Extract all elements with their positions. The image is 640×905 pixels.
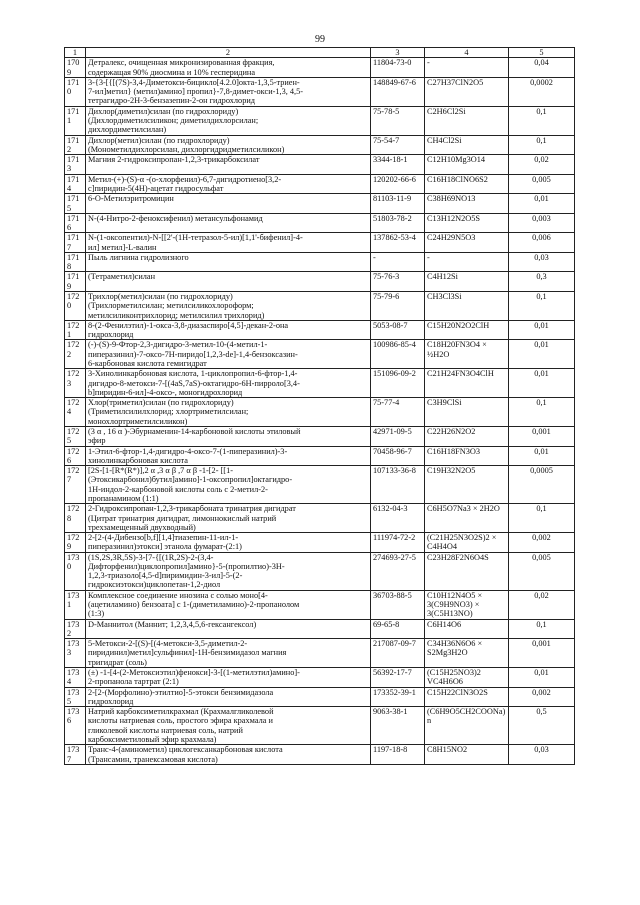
substance-name-line: (Монометилдихлорсилан, дихлоргидридметилсиликон) bbox=[88, 144, 285, 154]
table-row bbox=[65, 106, 575, 135]
substance-name-line: Транс-4-(аминометил) циклогексанкарбоновая кислота bbox=[88, 745, 283, 755]
substance-name-line: дихлордиметилсилан) bbox=[88, 125, 167, 135]
substance-name-line: трехзамещенный двухводный) bbox=[88, 522, 196, 532]
cas-number: 69-65-8 bbox=[371, 619, 425, 639]
row-number: 1733 bbox=[65, 639, 86, 668]
limit-value: 0,03 bbox=[509, 252, 575, 272]
substance-name-line: эфир bbox=[88, 436, 106, 446]
table-row bbox=[65, 552, 575, 590]
substance-name-line: [2S-[1-[R*(R*)],2 α ,3 α β ,7 α β -1-[2- [[1- bbox=[88, 466, 233, 476]
substance-name-line: 6-карбоновая кислота гемигидрат bbox=[88, 359, 207, 368]
substance-name-line: N-(4-Нитро-2-феноксифенил) метансульфонамид bbox=[88, 213, 263, 223]
limit-value: 0,006 bbox=[509, 233, 575, 253]
substance-name bbox=[86, 426, 371, 446]
limit-value: 0,01 bbox=[509, 340, 575, 369]
limit-value: 0,03 bbox=[509, 745, 575, 765]
substance-name-line: тетрагидро-2Н-3-бензазепин-2-он гидрохлорид bbox=[88, 96, 256, 106]
cas-number: 111974-72-2 bbox=[371, 533, 425, 553]
row-number: 1728 bbox=[65, 504, 86, 533]
substance-name-line: пропанамином (1:1) bbox=[88, 493, 159, 503]
header-col-3: 3 bbox=[371, 48, 425, 58]
chemical-formula: C27H37ClN2O5 bbox=[425, 77, 509, 106]
limit-value: 0,01 bbox=[509, 320, 575, 340]
substance-name-line: Комплексное соединение инозина с солью моно[4- bbox=[88, 590, 268, 600]
substance-name-line: (Трихлорметилсилан; метилсиликохлороформ; bbox=[88, 301, 254, 311]
limit-value: 0,1 bbox=[509, 398, 575, 427]
header-col-1: 1 bbox=[65, 48, 86, 58]
cas-number: 81103-11-9 bbox=[371, 194, 425, 214]
table-row bbox=[65, 466, 575, 504]
limit-value: 0,001 bbox=[509, 426, 575, 446]
cas-number: 75-77-4 bbox=[371, 398, 425, 427]
table-row bbox=[65, 590, 575, 619]
row-number: 1734 bbox=[65, 668, 86, 688]
limit-value: 0,04 bbox=[509, 58, 575, 78]
chemical-formula: C3H9ClSi bbox=[425, 398, 509, 427]
substance-name-line: с]пиридин-5(4Н)-ацетат гидросульфат bbox=[88, 183, 224, 193]
substance-name bbox=[86, 135, 371, 155]
cas-number: 1197-18-8 bbox=[371, 745, 425, 765]
row-number: 1711 bbox=[65, 106, 86, 135]
row-number: 1737 bbox=[65, 745, 86, 765]
limit-value: 0,1 bbox=[509, 135, 575, 155]
row-number: 1715 bbox=[65, 194, 86, 214]
substance-name-line: содержащая 90% диосмина и 10% гесперидина bbox=[88, 67, 256, 77]
chemical-formula: (C21H25N3O2S)2 × C4H4O4 bbox=[425, 533, 509, 553]
cas-number: 75-54-7 bbox=[371, 135, 425, 155]
cas-number: 148849-67-6 bbox=[371, 77, 425, 106]
limit-value: 0,003 bbox=[509, 213, 575, 233]
substance-name-line: гидрохлорид bbox=[88, 696, 134, 706]
substance-name-line: карбоксиметиловый эфир крахмала) bbox=[88, 734, 217, 744]
table-row bbox=[65, 135, 575, 155]
table-row bbox=[65, 619, 575, 639]
substance-name-line: Магния 2-гидроксипропан-1,2,3-трикарбоксилат bbox=[88, 155, 260, 165]
chemical-formula: C2H6Cl2Si bbox=[425, 106, 509, 135]
cas-number: 75-78-5 bbox=[371, 106, 425, 135]
table-row bbox=[65, 292, 575, 321]
row-number: 1720 bbox=[65, 292, 86, 321]
substance-name bbox=[86, 213, 371, 233]
chemical-formula: C8H15NO2 bbox=[425, 745, 509, 765]
substance-name-line: Трихлор(метил)силан (по гидрохлориду) bbox=[88, 292, 233, 302]
substance-name-line: 2-пропанола тартрат (2:1) bbox=[88, 677, 179, 687]
substance-name bbox=[86, 58, 371, 78]
cas-number: 75-79-6 bbox=[371, 292, 425, 321]
table-header-row bbox=[65, 48, 575, 58]
page-number: 99 bbox=[315, 34, 325, 45]
table-row bbox=[65, 446, 575, 466]
table-row bbox=[65, 707, 575, 745]
table-row bbox=[65, 174, 575, 194]
cas-number: 56392-17-7 bbox=[371, 668, 425, 688]
substance-name-line: Дифторфенил)циклопропил]амино}-5-(пропилтио)-3Н- bbox=[88, 561, 285, 571]
limit-value: 0,01 bbox=[509, 369, 575, 398]
substance-name-line: b]пиридин-6-ил]-4-оксо-, моногидрохлорид bbox=[88, 387, 243, 397]
chemical-formula: C12H10Mg3O14 bbox=[425, 155, 509, 175]
row-number: 1726 bbox=[65, 446, 86, 466]
row-number: 1716 bbox=[65, 213, 86, 233]
limit-value: 0,001 bbox=[509, 639, 575, 668]
table-row bbox=[65, 58, 575, 78]
table-row bbox=[65, 252, 575, 272]
substance-name-line: 8-(2-Фенилэтил)-1-окса-3,8-диазаспиро[4,5]-декан-2-она bbox=[88, 320, 289, 330]
row-number: 1731 bbox=[65, 590, 86, 619]
row-number: 1721 bbox=[65, 320, 86, 340]
substance-name-line: (ацетиламино) бензоата] с 1-(диметиламино)-2-пропанолом bbox=[88, 600, 300, 610]
substance-name-line: 3-{3-[{[(7S)-3,4-Диметокси-бицикло[4.2.0]окта-1,3,5-триен- bbox=[88, 77, 300, 87]
substance-name bbox=[86, 639, 371, 668]
substance-name-line: 1,2,3-триазоло[4,5-d]пиримидин-3-ил]-5-(2- bbox=[88, 571, 243, 581]
substance-name-line: дигидро-8-метокси-7-[(4aS,7aS)-октагидро-6Н-пирроло[3,4- bbox=[88, 378, 300, 388]
substance-name-line: (1S,2S,3R,5S)-3-[7-{[(1R,2S)-2-(3,4- bbox=[88, 552, 214, 562]
row-number: 1712 bbox=[65, 135, 86, 155]
table-row bbox=[65, 369, 575, 398]
substance-name-line: (Триметилсилилхлорид; хлортриметилсилан; bbox=[88, 407, 249, 417]
limit-value: 0,005 bbox=[509, 174, 575, 194]
substance-name-line: монохлортриметилсиликон) bbox=[88, 416, 188, 426]
chemical-formula: C4H12Si bbox=[425, 272, 509, 292]
substance-name bbox=[86, 272, 371, 292]
table-row bbox=[65, 155, 575, 175]
table-row bbox=[65, 77, 575, 106]
chemical-formula: - bbox=[425, 58, 509, 78]
cas-number: 3344-18-1 bbox=[371, 155, 425, 175]
limit-value: 0,5 bbox=[509, 707, 575, 745]
cas-number: 5053-08-7 bbox=[371, 320, 425, 340]
header-col-4: 4 bbox=[425, 48, 509, 58]
substance-name bbox=[86, 106, 371, 135]
table-body bbox=[65, 58, 575, 765]
chemical-formula: C6H5O7Na3 × 2H2O bbox=[425, 504, 509, 533]
row-number: 1729 bbox=[65, 533, 86, 553]
substance-name bbox=[86, 252, 371, 272]
table-row bbox=[65, 687, 575, 707]
chemical-formula: C16H18FN3O3 bbox=[425, 446, 509, 466]
limit-value: 0,02 bbox=[509, 590, 575, 619]
substance-name-line: 7-ил]метил} (метил)амино] пропил}-7,8-димет-окси-1,3, 4,5- bbox=[88, 87, 304, 97]
limit-value: 0,3 bbox=[509, 272, 575, 292]
substance-name bbox=[86, 320, 371, 340]
chemical-formula: C18H20FN3O4 × ½H2O bbox=[425, 340, 509, 369]
substance-name-line: 3-Хинолинкарбоновая кислота, 1-циклопропил-6-фтор-1,4- bbox=[88, 369, 298, 379]
table-row bbox=[65, 340, 575, 369]
chemical-formula: - bbox=[425, 252, 509, 272]
substance-name-line: (3 α , 16 α )-Эбурнаменин-14-карбоновой кислоты этиловый bbox=[88, 426, 301, 436]
substance-name bbox=[86, 77, 371, 106]
substance-name-line: Хлор(триметил)силан (по гидрохлориду) bbox=[88, 398, 234, 408]
cas-number: 120202-66-6 bbox=[371, 174, 425, 194]
substance-name-line: гидроксиэтокси)циклопетан-1,2-диол bbox=[88, 580, 221, 590]
row-number: 1735 bbox=[65, 687, 86, 707]
substance-name bbox=[86, 155, 371, 175]
substance-name bbox=[86, 687, 371, 707]
table-row bbox=[65, 213, 575, 233]
cas-number: 75-76-3 bbox=[371, 272, 425, 292]
substance-name bbox=[86, 398, 371, 427]
limit-value: 0,1 bbox=[509, 106, 575, 135]
substance-name-line: (±) -1-[4-(2-Метоксиэтил)фенокси]-3-[(1-метилэтил)амино]- bbox=[88, 668, 300, 677]
substance-name-line: (Тетраметил)силан bbox=[88, 272, 156, 282]
limit-value: 0,0005 bbox=[509, 466, 575, 504]
limit-value: 0,1 bbox=[509, 504, 575, 533]
substance-table bbox=[64, 47, 575, 765]
substance-name bbox=[86, 619, 371, 639]
row-number: 1709 bbox=[65, 58, 86, 78]
table-row bbox=[65, 320, 575, 340]
substance-name-line: 2-Гидроксипропан-1,2,3-трикарбоната тринатрия дигидрат bbox=[88, 504, 296, 514]
substance-name-line: Метил-(+)-(S)-α -(о-хлорфенил)-6,7-дигидротиено[3,2- bbox=[88, 174, 282, 184]
chemical-formula: C6H14O6 bbox=[425, 619, 509, 639]
substance-name bbox=[86, 668, 371, 688]
row-number: 1718 bbox=[65, 252, 86, 272]
chemical-formula: C15H20N2O2ClH bbox=[425, 320, 509, 340]
substance-name-line: хинолинкарбоновая кислота bbox=[88, 455, 188, 465]
cas-number: 11804-73-0 bbox=[371, 58, 425, 78]
limit-value: 0,0002 bbox=[509, 77, 575, 106]
cas-number: 173352-39-1 bbox=[371, 687, 425, 707]
chemical-formula: C34H36N6O6 × S2Mg3H2O bbox=[425, 639, 509, 668]
row-number: 1722 bbox=[65, 340, 86, 369]
row-number: 1714 bbox=[65, 174, 86, 194]
table-row bbox=[65, 504, 575, 533]
substance-name-line: пиперазинил)-7-оксо-7Н-пиридо[1,2,3-de]-1,4-бензоксазин- bbox=[88, 349, 298, 359]
substance-name-line: ил] метил]-L-валин bbox=[88, 242, 157, 252]
chemical-formula: C19H32N2O5 bbox=[425, 466, 509, 504]
chemical-formula: C38H69NO13 bbox=[425, 194, 509, 214]
substance-name bbox=[86, 194, 371, 214]
limit-value: 0,002 bbox=[509, 533, 575, 553]
chemical-formula: C22H26N2O2 bbox=[425, 426, 509, 446]
table-row bbox=[65, 272, 575, 292]
header-col-5: 5 bbox=[509, 48, 575, 58]
substance-name-line: пиридинил)метил]сульфинил]-1Н-бензимидазол магния bbox=[88, 648, 287, 658]
row-number: 1727 bbox=[65, 466, 86, 504]
row-number: 1730 bbox=[65, 552, 86, 590]
chemical-formula: C10H12N4O5 × 3(C9H9NO3) × 3(C5H13NO) bbox=[425, 590, 509, 619]
cas-number: 274693-27-5 bbox=[371, 552, 425, 590]
substance-name-line: D-Маннитол (Маннит; 1,2,3,4,5,6-гексангексол) bbox=[88, 619, 257, 629]
substance-name bbox=[86, 369, 371, 398]
row-number: 1736 bbox=[65, 707, 86, 745]
substance-name-line: (-)-(S)-9-Фтор-2,3-дигидро-3-метил-10-(4-метил-1- bbox=[88, 340, 268, 350]
substance-name-line: Пыль лигнина гидролизного bbox=[88, 252, 189, 262]
cas-number: 100986-85-4 bbox=[371, 340, 425, 369]
substance-name bbox=[86, 533, 371, 553]
table-row bbox=[65, 639, 575, 668]
substance-name-line: (Трансамин, транексамовая кислота) bbox=[88, 754, 218, 764]
substance-name bbox=[86, 292, 371, 321]
table-row bbox=[65, 668, 575, 688]
table-row bbox=[65, 533, 575, 553]
substance-name-line: кислоты натриевая соль, простого эфира крахмала и bbox=[88, 716, 273, 726]
row-number: 1725 bbox=[65, 426, 86, 446]
header-col-2: 2 bbox=[86, 48, 371, 58]
substance-name-line: Натрий карбоксиметилкрахмал (Крахмалгликолевой bbox=[88, 707, 274, 717]
limit-value: 0,1 bbox=[509, 292, 575, 321]
cas-number: 42971-09-5 bbox=[371, 426, 425, 446]
substance-name-line: (Этоксикарбонил)бутил]амино]-1-оксопропил]октагидро- bbox=[88, 475, 293, 485]
limit-value: 0,005 bbox=[509, 552, 575, 590]
limit-value: 0,002 bbox=[509, 687, 575, 707]
substance-name bbox=[86, 504, 371, 533]
row-number: 1710 bbox=[65, 77, 86, 106]
limit-value: 0,01 bbox=[509, 446, 575, 466]
substance-name-line: Дихлор(диметил)силан (по гидрохлориду) bbox=[88, 106, 239, 116]
substance-name-line: метилсиликонтрихлорид; метилсилил трихлорид) bbox=[88, 310, 265, 320]
substance-name-line: 6-О-Метилэритромицин bbox=[88, 194, 174, 204]
chemical-formula: (C6H9O5CH2COONa)n bbox=[425, 707, 509, 745]
row-number: 1713 bbox=[65, 155, 86, 175]
chemical-formula: C16H18ClNO6S2 bbox=[425, 174, 509, 194]
substance-name-line: гидрохлорид bbox=[88, 330, 134, 340]
row-number: 1717 bbox=[65, 233, 86, 253]
limit-value: 0,1 bbox=[509, 619, 575, 639]
row-number: 1732 bbox=[65, 619, 86, 639]
chemical-formula: C13H12N2O5S bbox=[425, 213, 509, 233]
substance-name bbox=[86, 466, 371, 504]
substance-name-line: тригидрат (соль) bbox=[88, 657, 147, 667]
substance-name bbox=[86, 552, 371, 590]
cas-number: 217087-09-7 bbox=[371, 639, 425, 668]
row-number: 1723 bbox=[65, 369, 86, 398]
chemical-formula: C24H29N5O3 bbox=[425, 233, 509, 253]
substance-name-line: (Цитрат тринатрия дигидрат, лимоннокислый натрий bbox=[88, 513, 277, 523]
substance-name bbox=[86, 590, 371, 619]
row-number: 1719 bbox=[65, 272, 86, 292]
substance-name-line: пиперазинил)этокси] этанола фумарат-(2:1) bbox=[88, 542, 242, 552]
chemical-formula: C15H22ClN3O2S bbox=[425, 687, 509, 707]
chemical-formula: C23H28F2N6O4S bbox=[425, 552, 509, 590]
row-number: 1724 bbox=[65, 398, 86, 427]
substance-name bbox=[86, 745, 371, 765]
cas-number: 9063-38-1 bbox=[371, 707, 425, 745]
chemical-formula: (C15H25NO3)2 VC4H6O6 bbox=[425, 668, 509, 688]
cas-number: 36703-88-5 bbox=[371, 590, 425, 619]
substance-name-line: (Дихлордиметилсиликон; диметилдихлорсилан; bbox=[88, 115, 259, 125]
table-row bbox=[65, 398, 575, 427]
substance-name-line: Детралекс, очищенная микронизированная фракция, bbox=[88, 58, 275, 68]
cas-number: 51803-78-2 bbox=[371, 213, 425, 233]
substance-name-line: гликолевой кислоты натриевая соль, натрий bbox=[88, 725, 243, 735]
limit-value: 0,01 bbox=[509, 194, 575, 214]
substance-name-line: N-(1-оксопентил)-N-[[2'-(1Н-тетразол-5-ил)[1,1'-бифенил]-4- bbox=[88, 233, 303, 243]
cas-number: 137862-53-4 bbox=[371, 233, 425, 253]
substance-name-line: 1-Этил-6-фтор-1,4-дигидро-4-оксо-7-(1-пиперазинил)-3- bbox=[88, 446, 288, 456]
limit-value: 0,02 bbox=[509, 155, 575, 175]
cas-number: - bbox=[371, 252, 425, 272]
chemical-formula: CH4Cl2Si bbox=[425, 135, 509, 155]
table-row bbox=[65, 426, 575, 446]
limit-value: 0,01 bbox=[509, 668, 575, 688]
substance-name-line: 2-[2-(Морфолино)-этилтио]-5-этокси бензимидазола bbox=[88, 687, 274, 697]
table-row bbox=[65, 194, 575, 214]
cas-number: 6132-04-3 bbox=[371, 504, 425, 533]
substance-name-line: Дихлор(метил)силан (по гидрохлориду) bbox=[88, 135, 230, 145]
substance-name-line: 5-Метокси-2-[(S)-[(4-метокси-3,5-диметил-2- bbox=[88, 639, 248, 649]
substance-name-line: (1:3) bbox=[88, 609, 105, 619]
cas-number: 151096-09-2 bbox=[371, 369, 425, 398]
chemical-formula: CH3Cl3Si bbox=[425, 292, 509, 321]
substance-name bbox=[86, 174, 371, 194]
cas-number: 107133-36-8 bbox=[371, 466, 425, 504]
substance-name bbox=[86, 707, 371, 745]
substance-name-line: 1Н-индол-2-карбоновой кислоты соль с 2-метил-2- bbox=[88, 484, 268, 494]
substance-name bbox=[86, 233, 371, 253]
substance-name bbox=[86, 446, 371, 466]
substance-name bbox=[86, 340, 371, 369]
substance-name-line: 2-[2-(4-Дибензо[b,f][1,4]тиазепин-11-ил-1- bbox=[88, 533, 239, 543]
table-row bbox=[65, 233, 575, 253]
table-row bbox=[65, 745, 575, 765]
cas-number: 70458-96-7 bbox=[371, 446, 425, 466]
chemical-formula: C21H24FN3O4ClH bbox=[425, 369, 509, 398]
